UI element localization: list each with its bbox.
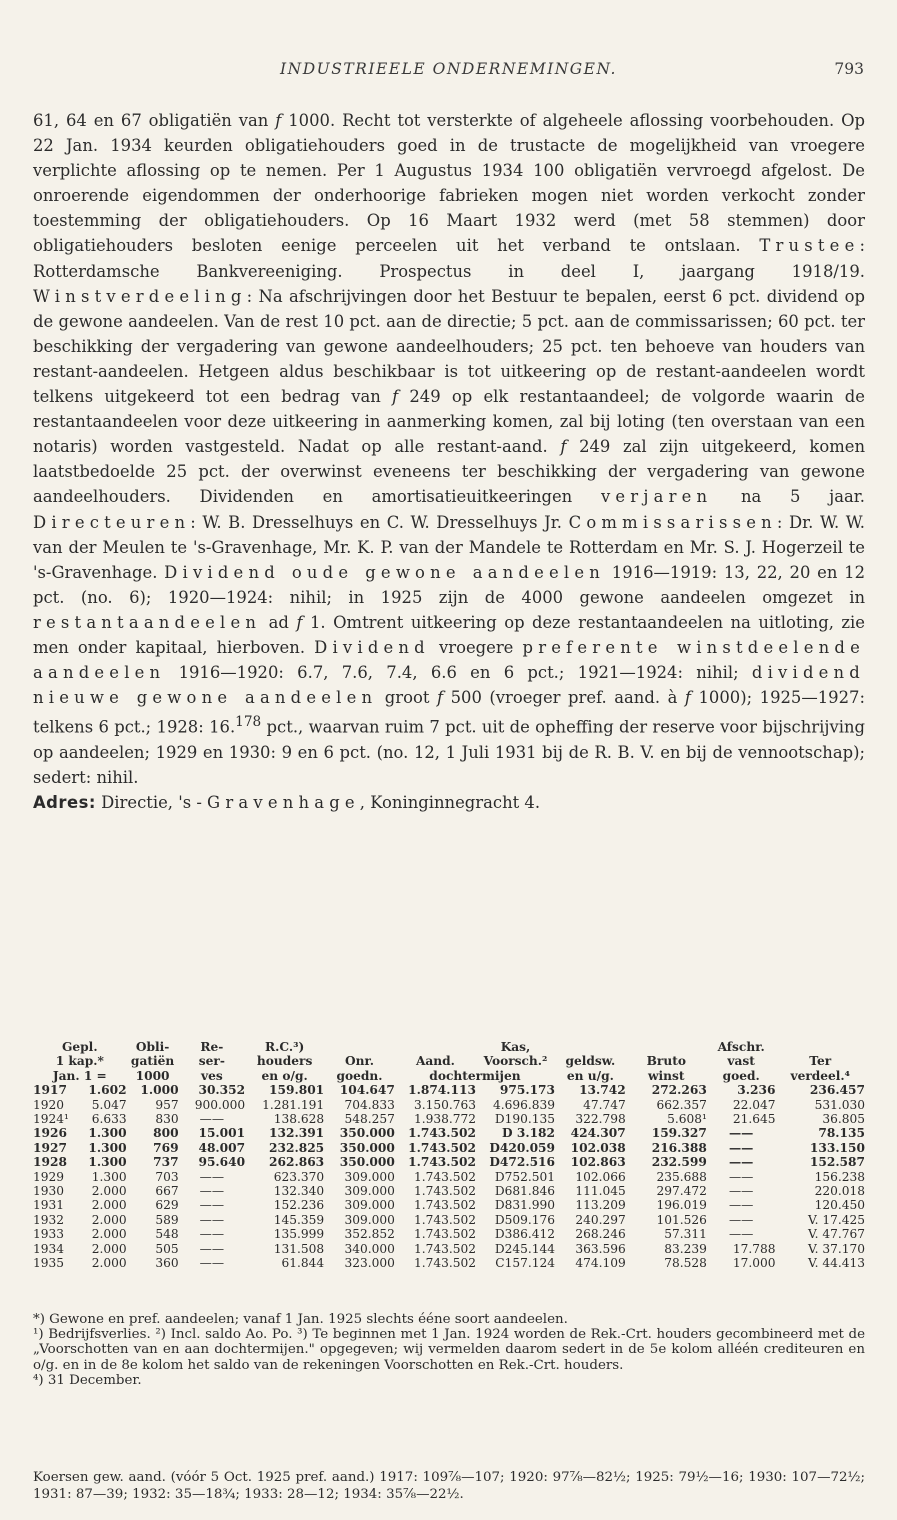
table-cell: 78.135 (818, 1126, 865, 1141)
table-cell: —— (728, 1198, 754, 1213)
table-row (33, 1256, 865, 1270)
table-row (33, 1098, 865, 1112)
table-cell: —— (199, 1256, 225, 1271)
table-cell: —— (728, 1184, 754, 1199)
table-cell: D420.059 (489, 1140, 556, 1155)
table-cell: —— (728, 1155, 754, 1170)
column-header: ves (201, 1068, 223, 1083)
table-cell: 17.000 (732, 1256, 776, 1271)
table-row (33, 1184, 865, 1198)
table-cell: 102.863 (570, 1155, 626, 1170)
table-header-row (33, 1040, 865, 1054)
table-row (33, 1170, 865, 1184)
table-cell: 135.999 (273, 1227, 325, 1242)
table-cell: —— (199, 1241, 225, 1256)
table-cell: 531.030 (814, 1097, 865, 1112)
table-cell: —— (728, 1212, 754, 1227)
table-cell: 132.340 (273, 1184, 325, 1199)
column-header: Kas, (500, 1040, 531, 1054)
table-cell: D190.135 (494, 1112, 556, 1127)
table-cell: 1920 (33, 1097, 65, 1112)
table-cell: 1935 (33, 1256, 65, 1271)
column-header: Jan. 1 = (52, 1068, 107, 1083)
table-cell: 111.045 (575, 1184, 626, 1199)
body-text (33, 108, 865, 815)
address-label: Adres: (33, 793, 96, 812)
table-cell: —— (728, 1140, 754, 1155)
table-cell: 297.472 (656, 1184, 707, 1199)
table-cell: 101.526 (656, 1212, 707, 1227)
table-cell: C157.124 (495, 1256, 556, 1271)
main-paragraph: 61, 64 en 67 obligatiën van f 1000. Recht tot versterkte of algeheele aflossing voorbehouden. Op 22 Jan. 1934 keurden obligatiehouders goed in de trustacte de mogelijkheid van vroegere verplichte aflossing op te nemen. Per 1 Augustus 1934 100 obligatiën vervroegd afgelost. De onroerende eigendommen der onderhoorige fabrieken mogen niet worden verkocht zonder toestemming der obligatiehouders. Op 16 Maart 1932 werd (met 58 stemmen) door obligatiehouders besloten eenige perceelen uit het verband te ontslaan. Trustee: Rotterdamsche Bankvereeniging. Prospectus in deel I, jaargang 1918/19. Winstverdeeling: Na afschrijvingen door het Bestuur te bepalen, eerst 6 pct. dividend op de gewone aandeelen. Van de rest 10 pct. aan de directie; 5 pct. aan de commissarissen; 60 pct. ter beschikking der vergadering van gewone aandeelhouders; 25 pct. ten behoeve van houders van restant-aandeelen. Hetgeen aldus beschikbaar is tot uitkeering op de restant-aandeelen wordt telkens uitgekeerd tot een bedrag van f 249 op elk restantaandeel; de volgorde waarin de restantaandeelen voor deze uitkeering in aanmerking komen, zal bij loting (ten overstaan van een notaris) worden vastgesteld. Nadat op alle restant-aand. f 249 zal zijn uitgekeerd, komen laatstbedoelde 25 pct. der overwinst eveneens ter beschikking der vergadering van gewone aandeelhouders. Dividenden en amortisatieuitkeeringen verjaren na 5 jaar. Directeuren: W. B. Dresselhuys en C. W. Dresselhuys Jr. Commissarissen: Dr. W. W. van der Meulen te 's-Gravenhage, Mr. K. P. van der Mandele te Rotterdam en Mr. S. J. Hogerzeil te 's-Gravenhage. Dividend oude gewone aandeelen 1916—1919: 13, 22, 20 en 12 pct. (no. 6); 1920—1924: nihil; in 1925 zijn de 4000 gewone aandeelen omgezet in restantaandeelen ad f 1. Omtrent uitkeering op deze restantaandeelen na uitloting, zie men onder kapitaal, hierboven. Dividend vroegere preferente winstdeelende aandeelen 1916—1920: 6.7, 7.6, 7.4, 6.6 en 6 pct.; 1921—1924: nihil; dividend nieuwe gewone aandeelen groot f 500 (vroeger pref. aand. à f 1000); 1925—1927: telkens 6 pct.; 1928: 16.$^{178}$ pct., waarvan ruim 7 pct. uit de opheffing der reserve voor bijschrijving op aandeelen; 1929 en 1930: 9 en 6 pct. (no. 12, 1 Juli 1931 bij de R. B. V. en bij de vennootschap); sedert: nihil. (33, 111, 866, 787)
table-cell: 216.388 (651, 1140, 707, 1155)
table-cell: 30.352 (198, 1083, 246, 1098)
table-cell: 132.391 (269, 1126, 325, 1141)
column-header: Obli- (135, 1040, 170, 1054)
column-header: 1000 (135, 1068, 170, 1083)
table-cell: 78.528 (664, 1256, 707, 1271)
column-header: R.C.³) (265, 1040, 305, 1054)
table-cell: 957 (155, 1097, 179, 1112)
table-header (33, 1040, 865, 1083)
table-cell: —— (728, 1169, 754, 1184)
table-cell: 5.047 (91, 1097, 127, 1112)
column-header: gatiën (130, 1054, 175, 1069)
column-header: winst (648, 1068, 685, 1083)
table-cell: 2.000 (91, 1198, 127, 1213)
table-cell: 2.000 (91, 1241, 127, 1256)
address-text: Directie, 's-Gravenhage, Koninginnegracht 4. (95, 793, 541, 812)
table-header-row (33, 1054, 865, 1068)
table-cell: 36.805 (822, 1112, 865, 1127)
table-cell: 4.696.839 (492, 1097, 556, 1112)
column-header (324, 1040, 395, 1054)
table-cell: 703 (155, 1169, 179, 1184)
table-cell: 2.000 (91, 1227, 127, 1242)
table-cell: 1.938.772 (413, 1112, 476, 1127)
table-cell: 323.000 (344, 1256, 395, 1271)
table-row (33, 1198, 865, 1212)
table-cell: —— (199, 1184, 225, 1199)
table-cell: 21.645 (732, 1112, 776, 1127)
table-cell: 1.281.191 (262, 1097, 325, 1112)
table-cell: D681.846 (494, 1184, 556, 1199)
table-cell: 48.007 (198, 1140, 246, 1155)
table-cell: 152.236 (273, 1198, 325, 1213)
table-cell: 196.019 (656, 1198, 707, 1213)
table-cell: 240.297 (575, 1212, 626, 1227)
table-cell: 769 (153, 1140, 179, 1155)
table-cell: 131.508 (273, 1241, 325, 1256)
table-cell: D509.176 (494, 1212, 556, 1227)
table-cell: 309.000 (344, 1198, 395, 1213)
table-row (33, 1213, 865, 1227)
table-cell: 704.833 (344, 1097, 395, 1112)
table-cell: D245.144 (494, 1241, 556, 1256)
table-cell: 667 (155, 1184, 179, 1199)
table-cell: 1.743.502 (408, 1126, 476, 1141)
table-row (33, 1227, 865, 1241)
table-cell: 1.743.502 (408, 1155, 476, 1170)
table-cell: 350.000 (339, 1155, 395, 1170)
koersen-text: Koersen gew. aand. (vóór 5 Oct. 1925 pref. aand.) 1917: 109⅞—107; 1920: 97⅞—82½; 1925: 79½—16; 1930: 107—72½; 1931: 87—39; 1932: 35—18¾; 1933: 28—12; 1934: 35⅞—22½. (33, 1470, 865, 1502)
table-cell: 340.000 (344, 1241, 395, 1256)
table-cell: D 3.182 (502, 1126, 556, 1141)
table-cell: 900.000 (194, 1097, 246, 1112)
table-cell: 272.263 (651, 1083, 707, 1098)
table-cell: 2.000 (91, 1184, 127, 1199)
column-header: en o/g. (261, 1068, 308, 1083)
table-cell: 57.311 (664, 1227, 707, 1242)
table-cell: 15.001 (198, 1126, 246, 1141)
table-cell: 363.596 (575, 1241, 626, 1256)
table-cell: 589 (155, 1212, 179, 1227)
table-cell: 1.743.502 (413, 1198, 476, 1213)
column-header: Bruto (646, 1054, 686, 1069)
table-cell: 17.788 (732, 1241, 776, 1256)
table-cell: 1931 (33, 1198, 65, 1213)
column-header: Re- (200, 1040, 224, 1054)
table-cell: 1.743.502 (408, 1140, 476, 1155)
column-header: vast (727, 1054, 755, 1069)
table-cell: 83.239 (664, 1241, 707, 1256)
table-cell: 800 (153, 1126, 179, 1141)
table-cell: 424.307 (570, 1126, 626, 1141)
table-cell: 102.066 (575, 1169, 626, 1184)
column-header: ser- (198, 1054, 225, 1069)
table-cell: 1917 (33, 1083, 67, 1098)
table-cell: 104.647 (339, 1083, 395, 1098)
table-cell: 13.742 (579, 1083, 626, 1098)
column-header: goed. (722, 1068, 760, 1083)
table-cell: 232.599 (651, 1155, 707, 1170)
table-cell: —— (728, 1126, 754, 1141)
table-cell: 737 (153, 1155, 179, 1170)
table-cell: 1.300 (91, 1169, 127, 1184)
table-cell: —— (199, 1212, 225, 1227)
table-cell: 1.743.502 (413, 1241, 476, 1256)
footnote: ¹) Bedrijfsverlies. ²) Incl. saldo Ao. Po. ³) Te beginnen met 1 Jan. 1924 worden de Rek.-Crt. houders gecombineerd met de „Voorschotten van en aan dochtermijen." opgegeven; wij vermelden daarom sedert in de 5e kolom alléén crediteuren en o/g. en in de 8e kolom het saldo van de rekeningen Voorschotten en Rek.-Crt. houders. (33, 1327, 865, 1373)
table-cell: D386.412 (494, 1227, 556, 1242)
table-cell: 1928 (33, 1155, 67, 1170)
table-cell: 268.246 (575, 1227, 626, 1242)
table-cell: 120.450 (814, 1198, 865, 1213)
table-row (33, 1141, 865, 1155)
column-header: Aand. (415, 1054, 455, 1069)
table-cell: 1.300 (88, 1140, 127, 1155)
column-header: dochtermijen (429, 1068, 521, 1083)
table-cell: 236.457 (809, 1083, 865, 1098)
table-row (33, 1155, 865, 1169)
table-body (33, 1083, 865, 1270)
table-cell: D752.501 (494, 1169, 556, 1184)
table-cell: 1927 (33, 1140, 67, 1155)
table-cell: —— (728, 1227, 754, 1242)
table-cell: 5.608¹ (667, 1112, 707, 1127)
table-cell: 975.173 (499, 1083, 556, 1098)
table-cell: 1930 (33, 1184, 65, 1199)
table-cell: 102.038 (570, 1140, 626, 1155)
table-cell: 350.000 (339, 1140, 395, 1155)
table-cell: 623.370 (273, 1169, 325, 1184)
table-cell: 629 (155, 1198, 179, 1213)
table-cell: 1.300 (88, 1126, 127, 1141)
table-cell: —— (199, 1227, 225, 1242)
column-header: Afschr. (717, 1040, 765, 1054)
table-cell: 235.688 (656, 1169, 707, 1184)
column-header (395, 1040, 476, 1054)
table-cell: 159.327 (651, 1126, 707, 1141)
table-cell: —— (199, 1198, 225, 1213)
column-header: goedn. (336, 1068, 383, 1083)
table-cell: 1.743.502 (413, 1184, 476, 1199)
table-cell: 352.852 (344, 1227, 395, 1242)
table-cell: 350.000 (339, 1126, 395, 1141)
table-cell: V. 47.767 (807, 1227, 865, 1242)
footnote: ⁴) 31 December. (33, 1372, 142, 1388)
table-cell: 1934 (33, 1241, 65, 1256)
page-header (33, 60, 864, 88)
table-cell: 1.743.502 (413, 1212, 476, 1227)
table-cell: 156.238 (814, 1169, 865, 1184)
running-title: INDUSTRIEELE ONDERNEMINGEN. (280, 60, 617, 78)
column-header: Ter (809, 1054, 832, 1069)
table-cell: 1.743.502 (413, 1169, 476, 1184)
column-header: en u/g. (566, 1068, 614, 1083)
table-cell: 113.209 (575, 1198, 626, 1213)
table-cell: —— (199, 1169, 225, 1184)
table-row (33, 1242, 865, 1256)
table-cell: 309.000 (344, 1212, 395, 1227)
table-cell: 61.844 (281, 1256, 325, 1271)
column-header: verdeel.⁴ (790, 1068, 850, 1083)
table-header-row (33, 1069, 865, 1083)
table-cell: V. 37.170 (807, 1241, 865, 1256)
table-cell: 262.863 (269, 1155, 325, 1170)
column-header: houders (256, 1054, 313, 1069)
table-cell: D472.516 (489, 1155, 556, 1170)
column-header: Voorsch.² (483, 1054, 548, 1069)
table-cell: 548 (155, 1227, 179, 1242)
table-cell: 232.825 (269, 1140, 325, 1155)
table-cell: 662.357 (656, 1097, 707, 1112)
table-cell: V. 44.413 (807, 1256, 865, 1271)
column-header: 1 kap.* (55, 1054, 104, 1069)
table-cell: 1.874.113 (408, 1083, 476, 1098)
table-cell: D831.990 (494, 1198, 556, 1213)
table-footnotes (33, 1312, 865, 1388)
table-cell: 1924¹ (33, 1112, 69, 1127)
column-header: Gepl. (62, 1040, 98, 1054)
table-cell: 6.633 (91, 1112, 127, 1127)
table-cell: 1.743.502 (413, 1227, 476, 1242)
table-cell: 1.000 (140, 1083, 179, 1098)
table-cell: 1.743.502 (413, 1256, 476, 1271)
share-prices (33, 1470, 865, 1503)
column-header (555, 1040, 626, 1054)
financial-table (33, 1040, 865, 1271)
table-cell: 474.109 (575, 1256, 626, 1271)
table-cell: 95.640 (198, 1155, 246, 1170)
table-cell: V. 17.425 (807, 1212, 865, 1227)
table-cell: 1.300 (88, 1155, 127, 1170)
table-cell: 309.000 (344, 1169, 395, 1184)
table-cell: 152.587 (809, 1155, 865, 1170)
table-cell: —— (199, 1112, 225, 1127)
table-cell: 220.018 (814, 1184, 865, 1199)
table-cell: 47.747 (583, 1097, 626, 1112)
table-cell: 3.150.763 (413, 1097, 476, 1112)
table-cell: 322.798 (575, 1112, 626, 1127)
table-cell: 1926 (33, 1126, 67, 1141)
page-number: 793 (834, 60, 864, 78)
column-header: geldsw. (565, 1054, 616, 1069)
table-cell: 505 (155, 1241, 179, 1256)
table-cell: 1932 (33, 1212, 65, 1227)
column-header: Onr. (345, 1054, 375, 1069)
table-row (33, 1083, 865, 1097)
table-cell: 22.047 (732, 1097, 776, 1112)
table-cell: 1.602 (88, 1083, 127, 1098)
address-line (33, 790, 865, 815)
column-header (626, 1040, 707, 1054)
table-row (33, 1112, 865, 1126)
table-cell: 133.150 (809, 1140, 865, 1155)
table-cell: 360 (155, 1256, 179, 1271)
table-row (33, 1126, 865, 1140)
footnote: *) Gewone en pref. aandeelen; vanaf 1 Jan. 1925 slechts ééne soort aandeelen. (33, 1312, 568, 1327)
table-cell: 3.236 (737, 1083, 776, 1098)
table-cell: 138.628 (273, 1112, 325, 1127)
table-cell: 548.257 (344, 1112, 395, 1127)
table-cell: 1933 (33, 1227, 65, 1242)
table-cell: 2.000 (91, 1256, 127, 1271)
table-cell: 145.359 (273, 1212, 325, 1227)
table-cell: 1929 (33, 1169, 65, 1184)
table-cell: 309.000 (344, 1184, 395, 1199)
table-cell: 159.801 (269, 1083, 325, 1098)
table-cell: 2.000 (91, 1212, 127, 1227)
table-cell: 830 (155, 1112, 179, 1127)
column-header (775, 1040, 865, 1054)
